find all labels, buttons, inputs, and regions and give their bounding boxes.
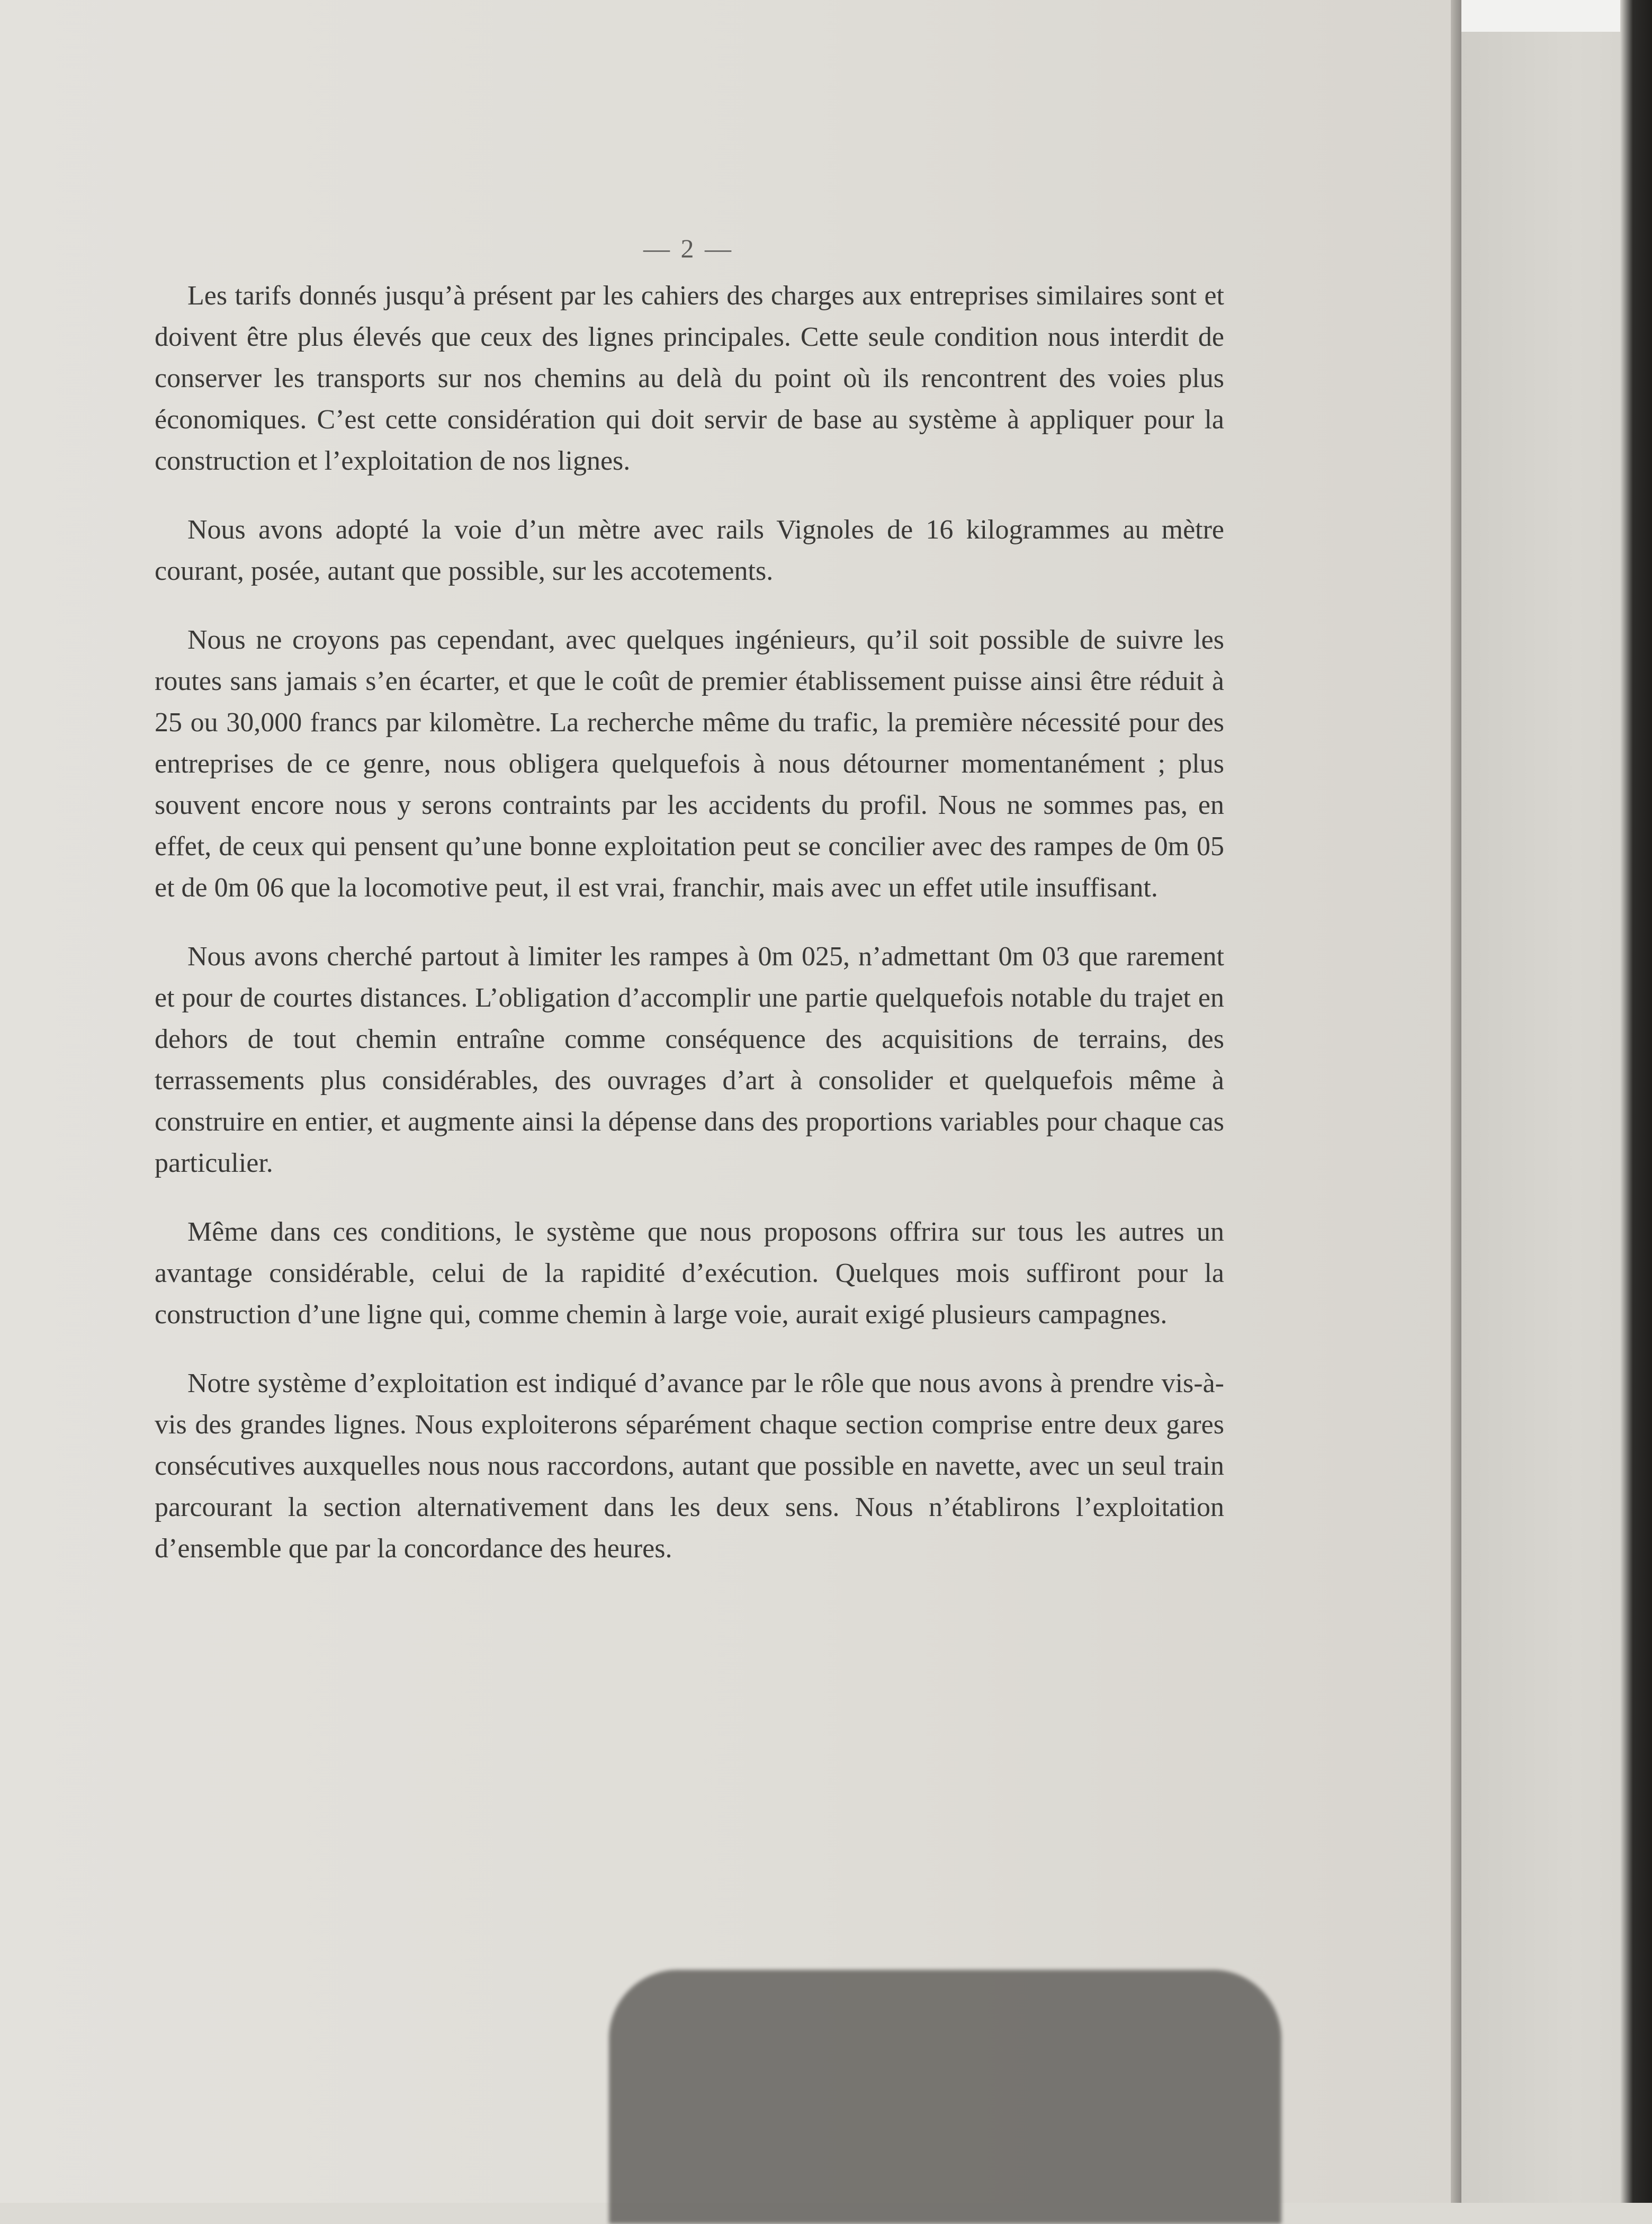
page-number: — 2 —	[643, 234, 733, 263]
paragraph-6: Notre système d’exploitation est indiqué d’avance par le rôle que nous avons à prendre vis-à-vis des grandes lignes. Nous exploiterons séparément chaque section comprise entre deux gares consécutives auxquelles nous nous raccordons, autant que possible en navette, avec un seul train parcourant la section alternativement dans les deux sens. Nous n’établirons l’exploitation d’ensemble que par la concordance des heures.	[155, 1368, 1224, 1564]
camera-shadow	[609, 1970, 1281, 2224]
body-text	[155, 275, 1224, 1597]
paragraph-5: Même dans ces conditions, le système que nous proposons offrira sur tous les autres un avantage considérable, celui de la rapidité d’exécution. Quelques mois suffiront pour la construction d’une ligne qui, comme chemin à large voie, aurait exigé plusieurs campagnes.	[155, 1217, 1224, 1330]
page-edge	[1451, 0, 1461, 2203]
paragraph-1: Les tarifs donnés jusqu’à présent par les cahiers des charges aux entreprises similaires sont et doivent être plus élevés que ceux des lignes principales. Cette seule condition nous interdit de conserver les transports sur nos chemins au delà du point où ils rencontrent des voies plus économiques. C’est cette considération qui doit servir de base au système à appliquer pour la construction et l’exploitation de nos lignes.	[155, 281, 1224, 476]
paragraph-3: Nous ne croyons pas cependant, avec quelques ingénieurs, qu’il soit possible de suivre les routes sans jamais s’en écarter, et que le coût de premier établissement puisse ainsi être réduit à 25 ou 30,000 francs par kilomètre. La recherche même du trafic, la première nécessité pour des entreprises de ce genre, nous obligera quelquefois à nous détourner momentanément ; plus souvent encore nous y serons contraints par les accidents du profil. Nous ne sommes pas, en effet, de ceux qui pensent qu’une bonne exploitation peut se concilier avec des rampes de 0m 05 et de 0m 06 que la locomotive peut, il est vrai, franchir, mais avec un effet utile insuffisant.	[155, 625, 1224, 903]
binding-edge	[1620, 0, 1652, 2203]
paragraph-2: Nous avons adopté la voie d’un mètre avec rails Vignoles de 16 kilogrammes au mètre courant, posée, autant que possible, sur les accotements.	[155, 515, 1224, 586]
paragraph-4: Nous avons cherché partout à limiter les rampes à 0m 025, n’admettant 0m 03 que rarement et pour de courtes distances. L’obligation d’accomplir une partie quelquefois notable du trajet en dehors de tout chemin entraîne comme conséquence des acquisitions de terrains, des terrassements plus considérables, des ouvrages d’art à consolider et quelquefois même à construire en entier, et augmente ainsi la dépense dans des proportions variables pour chaque cas particulier.	[155, 941, 1224, 1178]
